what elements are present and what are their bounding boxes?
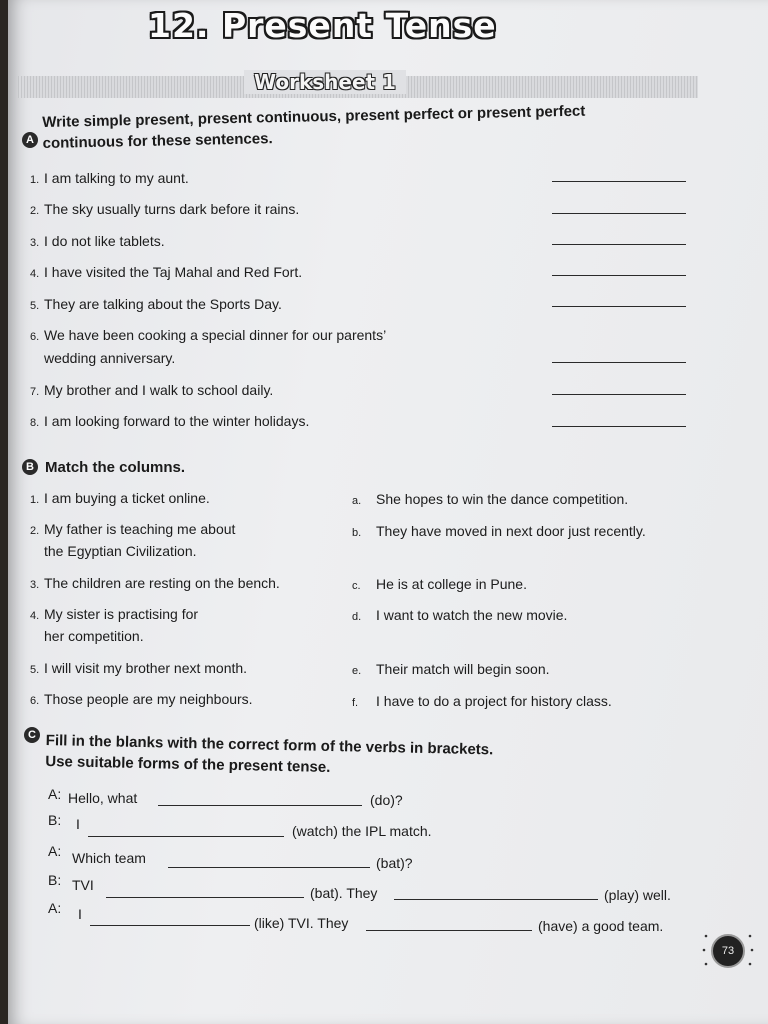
fill-blank[interactable] (88, 836, 284, 837)
dialogue-text: Hello, what (68, 790, 138, 806)
section-a-item: 1. I am talking to my aunt. (30, 170, 189, 186)
match-left-item: 1. I am buying a ticket online. (30, 490, 210, 506)
match-left-item: 3. The children are resting on the bench. (30, 575, 280, 591)
fill-blank[interactable] (168, 867, 370, 868)
section-b-instruction: Match the columns. (45, 459, 186, 476)
fill-blank[interactable] (106, 897, 304, 898)
page-title: 12. Present Tense (148, 6, 497, 45)
section-c-instruction-line2: Use suitable forms of the present tense. (45, 752, 331, 776)
match-left-item: 5. I will visit my brother next month. (30, 660, 248, 676)
dialogue-text: (bat)? (376, 855, 413, 871)
section-c-instruction-line1: Fill in the blanks with the correct form of the verbs in brackets. (45, 731, 494, 759)
section-a-badge: A (22, 132, 38, 148)
match-left-item: 2. My father is teaching me about (30, 521, 236, 537)
dialogue-speaker: A: (48, 843, 62, 859)
section-b-badge: B (22, 459, 38, 475)
dialogue-text: I (78, 906, 82, 922)
fill-blank[interactable] (394, 899, 598, 900)
dialogue-speaker: B: (48, 872, 62, 888)
dialogue-text: (do)? (370, 792, 403, 808)
match-right-item: d. I want to watch the new movie. (352, 607, 568, 623)
answer-blank[interactable] (552, 394, 686, 395)
dialogue-text: Which team (72, 850, 146, 866)
dialogue-text: (have) a good team. (538, 918, 664, 934)
section-a-instruction (42, 101, 586, 154)
section-a-item: 3. I do not like tablets. (30, 233, 165, 249)
fill-blank[interactable] (158, 805, 362, 806)
dialogue-speaker: B: (48, 812, 62, 828)
dialogue-speaker: A: (48, 786, 62, 802)
answer-blank[interactable] (552, 362, 686, 363)
answer-blank[interactable] (552, 213, 686, 214)
fill-blank[interactable] (90, 925, 250, 926)
answer-blank[interactable] (552, 426, 686, 427)
section-a-item: 4. I have visited the Taj Mahal and Red Fort. (30, 264, 303, 280)
dialogue-text: (watch) the IPL match. (292, 823, 432, 839)
section-c-badge: C (24, 727, 40, 743)
match-left-item-continued: the Egyptian Civilization. (44, 543, 197, 559)
worksheet-page (8, 0, 768, 1024)
match-left-item-continued: her competition. (44, 628, 144, 644)
section-a-item: 5. They are talking about the Sports Day. (30, 296, 282, 312)
match-right-item: a. She hopes to win the dance competition. (352, 491, 629, 507)
section-a-item: 8. I am looking forward to the winter holidays. (30, 413, 310, 429)
match-left-item: 4. My sister is practising for (30, 606, 199, 622)
match-left-item: 6. Those people are my neighbours. (30, 691, 253, 707)
answer-blank[interactable] (552, 244, 686, 245)
section-a-item: 2. The sky usually turns dark before it rains. (30, 201, 300, 217)
section-a-instruction-line2: continuous for these sentences. (42, 130, 273, 152)
worksheet-label: Worksheet 1 (244, 70, 406, 94)
dialogue-text: TVI (72, 877, 94, 893)
match-right-item: b. They have moved in next door just recently. (352, 523, 646, 539)
fill-blank[interactable] (366, 930, 532, 931)
section-a-item: 6. We have been cooking a special dinner for our parents’ (30, 327, 387, 343)
section-a-instruction-line1: Write simple present, present continuous, present perfect or present perfect (42, 102, 586, 131)
dialogue-speaker: A: (48, 900, 62, 916)
answer-blank[interactable] (552, 181, 686, 182)
page-number: 73 (711, 934, 745, 968)
dialogue-text: I (76, 816, 80, 832)
answer-blank[interactable] (552, 306, 686, 307)
section-c-instruction (45, 730, 493, 781)
dialogue-text: (bat). They (310, 885, 378, 901)
answer-blank[interactable] (552, 275, 686, 276)
match-right-item: f. I have to do a project for history class. (352, 693, 612, 709)
match-right-item: e. Their match will begin soon. (352, 661, 550, 677)
dialogue-text: (play) well. (604, 887, 671, 903)
section-a-item: 7. My brother and I walk to school daily. (30, 382, 274, 398)
match-right-item: c. He is at college in Pune. (352, 576, 527, 592)
section-a-item-continued: wedding anniversary. (44, 350, 176, 366)
dialogue-text: (like) TVI. They (254, 915, 349, 931)
